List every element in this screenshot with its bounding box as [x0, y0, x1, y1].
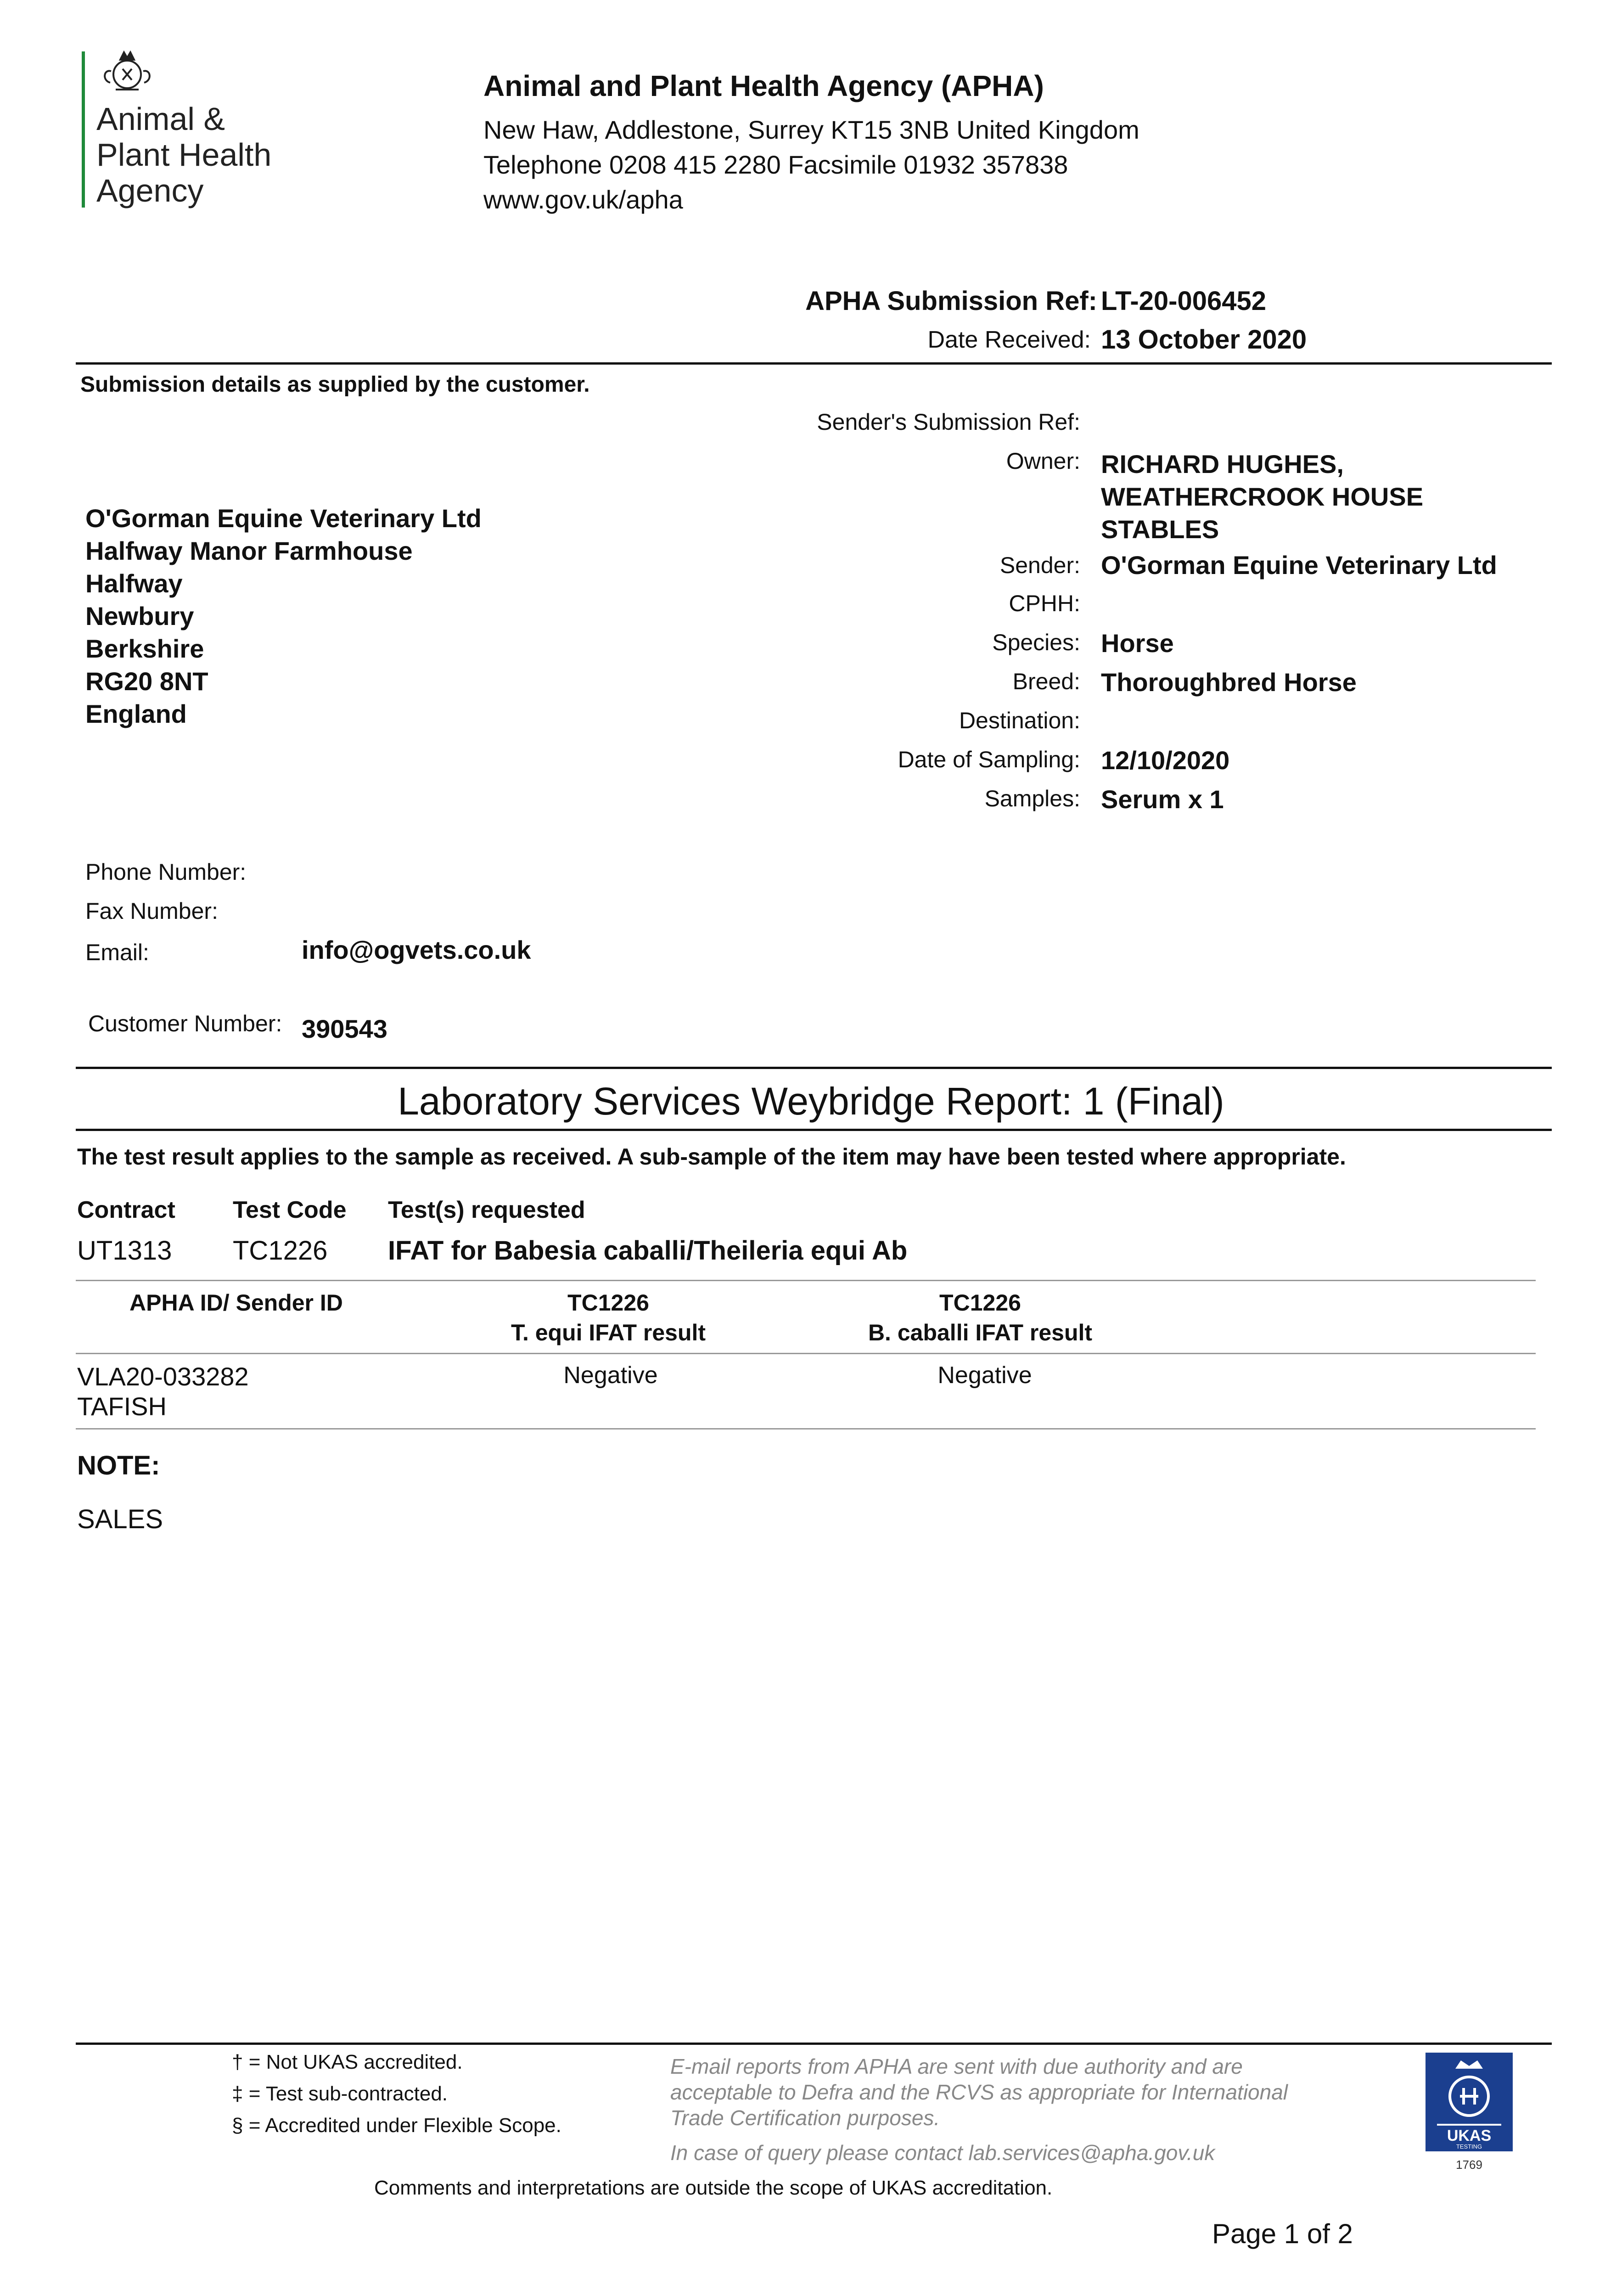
header-divider [76, 362, 1552, 365]
owner-value [1101, 448, 1423, 546]
logo-line: Agency [96, 173, 204, 208]
species-value: Horse [1101, 629, 1174, 658]
address-line: O'Gorman Equine Veterinary Ltd [85, 504, 482, 533]
customer-number-value: 390543 [302, 1014, 387, 1043]
report-title-divider [76, 1129, 1552, 1131]
col-header-t-equi: T. equi IFAT result [511, 1320, 706, 1345]
col-header-b-caballi: B. caballi IFAT result [868, 1320, 1093, 1345]
owner-line: STABLES [1101, 515, 1219, 544]
contract-header: Contract [77, 1197, 175, 1223]
testcode-value: TC1226 [233, 1236, 328, 1266]
date-received-label: Date Received: [927, 326, 1091, 353]
sender-ref-label: Sender's Submission Ref: [817, 409, 1080, 435]
legend-sub-contracted: ‡ = Test sub-contracted. [232, 2082, 448, 2105]
ukas-logo-number: 1769 [1456, 2158, 1482, 2172]
sender-id: TAFISH [77, 1392, 167, 1421]
breed-value: Thoroughbred Horse [1101, 668, 1357, 697]
email-authority-note: E-mail reports from APHA are sent with due authority and are acceptable to Defra and the RCVS as appropriate for International Trade Certification purposes. [670, 2054, 1288, 2130]
sampling-date-label: Date of Sampling: [898, 747, 1080, 772]
destination-label: Destination: [959, 708, 1080, 733]
tests-header: Test(s) requested [388, 1197, 585, 1223]
submission-details-note: Submission details as supplied by the customer. [80, 372, 590, 397]
sampling-date-value: 12/10/2020 [1101, 746, 1230, 775]
logo-line: Animal & [96, 101, 225, 137]
ukas-logo-text: UKAS [1447, 2127, 1492, 2144]
note-text: SALES [77, 1504, 163, 1534]
owner-line: WEATHERCROOK HOUSE [1101, 482, 1424, 511]
legend-not-accredited: † = Not UKAS accredited. [232, 2051, 463, 2073]
submission-ref-value: LT-20-006452 [1101, 286, 1267, 316]
note-label: NOTE: [77, 1451, 160, 1480]
legend-flexible-scope: § = Accredited under Flexible Scope. [232, 2114, 561, 2137]
email-value[interactable]: info@ogvets.co.uk [302, 935, 531, 964]
col-header-b-caballi-code: TC1226 [939, 1290, 1021, 1316]
address-line: Newbury [85, 602, 194, 630]
ukas-accreditation-logo [1423, 2050, 1515, 2177]
address-line: RG20 8NT [85, 667, 208, 696]
address-line: Halfway [85, 569, 183, 598]
contract-value: UT1313 [77, 1236, 172, 1266]
address-line: England [85, 699, 187, 728]
customer-number-label: Customer Number: [88, 1011, 282, 1036]
fax-label: Fax Number: [85, 898, 218, 924]
samples-label: Samples: [984, 786, 1080, 811]
org-address: New Haw, Addlestone, Surrey KT15 3NB United Kingdom [483, 115, 1139, 144]
logo-accent-bar [82, 51, 85, 208]
report-title: Laboratory Services Weybridge Report: 1 (Final) [398, 1080, 1224, 1123]
ukas-logo-sub: TESTING [1456, 2143, 1482, 2150]
footer-divider [76, 2043, 1552, 2045]
testcode-header: Test Code [233, 1197, 347, 1223]
col-header-apha-id: APHA ID/ Sender ID [129, 1290, 343, 1316]
page-number: Page 1 of 2 [1212, 2218, 1353, 2249]
logo-wordmark [96, 101, 271, 208]
t-equi-result: Negative [563, 1362, 658, 1389]
col-header-t-equi-code: TC1226 [567, 1290, 649, 1316]
royal-crest-icon [97, 46, 157, 99]
email-label: Email: [85, 940, 149, 965]
b-caballi-result: Negative [937, 1362, 1032, 1389]
apha-id: VLA20-033282 [77, 1362, 249, 1391]
org-name: Animal and Plant Health Agency (APHA) [483, 69, 1044, 102]
ukas-scope-note: Comments and interpretations are outside the scope of UKAS accreditation. [374, 2177, 1053, 2199]
phone-label: Phone Number: [85, 859, 247, 885]
date-received-value: 13 October 2020 [1101, 325, 1307, 355]
breed-label: Breed: [1012, 669, 1080, 694]
org-phone-fax: Telephone 0208 415 2280 Facsimile 01932 357838 [483, 150, 1068, 179]
applies-note: The test result applies to the sample as received. A sub-sample of the item may have been tested where appropriate. [77, 1144, 1346, 1170]
address-line: Halfway Manor Farmhouse [85, 536, 413, 565]
cphh-label: CPHH: [1009, 591, 1080, 616]
owner-label: Owner: [1006, 448, 1080, 474]
sender-value: O'Gorman Equine Veterinary Ltd [1101, 551, 1497, 580]
address-line: Berkshire [85, 634, 204, 663]
logo-line: Plant Health [96, 137, 272, 173]
tests-value: IFAT for Babesia caballi/Theileria equi Ab [388, 1236, 908, 1266]
submission-ref-label: APHA Submission Ref: [805, 286, 1097, 316]
samples-value: Serum x 1 [1101, 785, 1224, 814]
results-bottom-divider [76, 1428, 1536, 1429]
owner-line: RICHARD HUGHES, [1101, 450, 1344, 478]
org-website[interactable]: www.gov.uk/apha [483, 185, 683, 214]
query-contact-note: In case of query please contact lab.services@apha.gov.uk [670, 2141, 1215, 2165]
customer-address [85, 502, 482, 730]
sender-label: Sender: [999, 552, 1080, 578]
results-header-divider [76, 1353, 1536, 1354]
tests-divider [76, 1280, 1536, 1281]
report-top-divider [76, 1067, 1552, 1069]
species-label: Species: [992, 630, 1080, 655]
